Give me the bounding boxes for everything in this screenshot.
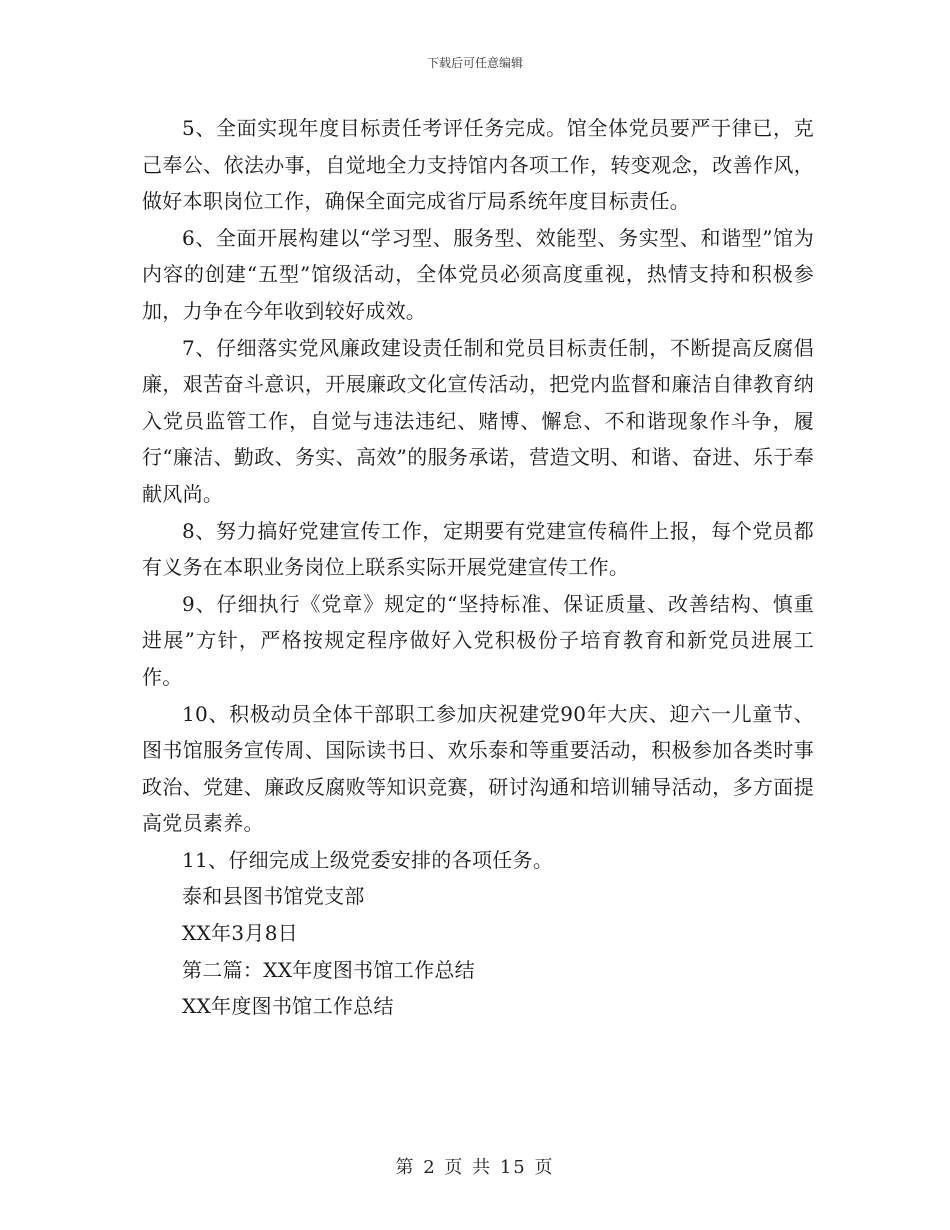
page-header: 下载后可任意编辑 [426,56,523,70]
paragraph-item-5: 5、全面实现年度目标责任考评任务完成。馆全体党员要严于律已，克己奉公、依法办事，自觉地全力支持馆内各项工作，转变观念，改善作风，做好本职岗位工作，确保全面完成省厅局系统年度目标责任。 [142,116,814,214]
paragraph-item-8: 8、努力搞好党建宣传工作，定期要有党建宣传稿件上报，每个党员都有义务在本职业务岗位上联系实际开展党建宣传工作。 [142,518,814,580]
section-title: XX年度图书馆工作总结 [182,994,394,1019]
paragraph-item-7: 7、仔细落实党风廉政建设责任制和党员目标责任制，不断提高反腐倡廉，艰苦奋斗意识，开展廉政文化宣传活动，把党内监督和廉洁自律教育纳入党员监管工作，自觉与违法违纪、赌博、懈怠、不和谐现象作斗争，履行“廉洁、勤政、务实、高效”的服务承诺，营造文明、和谐、奋进、乐于奉献风尚。 [142,335,814,506]
signature-date: XX年3月8日 [182,921,299,946]
paragraph-item-9: 9、仔细执行《党章》规定的“坚持标准、保证质量、改善结构、慎重进展”方针，严格按规定程序做好入党积极份子培育教育和新党员进展工作。 [142,591,814,689]
paragraph-item-11: 11、仔细完成上级党委安排的各项任务。 [182,847,554,872]
section-heading: 第二篇：XX年度图书馆工作总结 [182,957,475,982]
page-footer: 第 2 页 共 15 页 [395,1157,555,1178]
document-body [142,110,814,1025]
signature-org: 泰和县图书馆党支部 [182,884,365,909]
paragraph-item-10: 10、积极动员全体干部职工参加庆祝建党90年大庆、迎六一儿童节、图书馆服务宣传周、国际读书日、欢乐泰和等重要活动，积极参加各类时事政治、党建、廉政反腐败等知识竞赛，研讨沟通和培训辅导活动，多方面提高党员素养。 [142,701,814,836]
paragraph-item-6: 6、全面开展构建以“学习型、服务型、效能型、务实型、和谐型”馆为内容的创建“五型”馆级活动，全体党员必须高度重视，热情支持和积极参加，力争在今年收到较好成效。 [142,225,814,323]
